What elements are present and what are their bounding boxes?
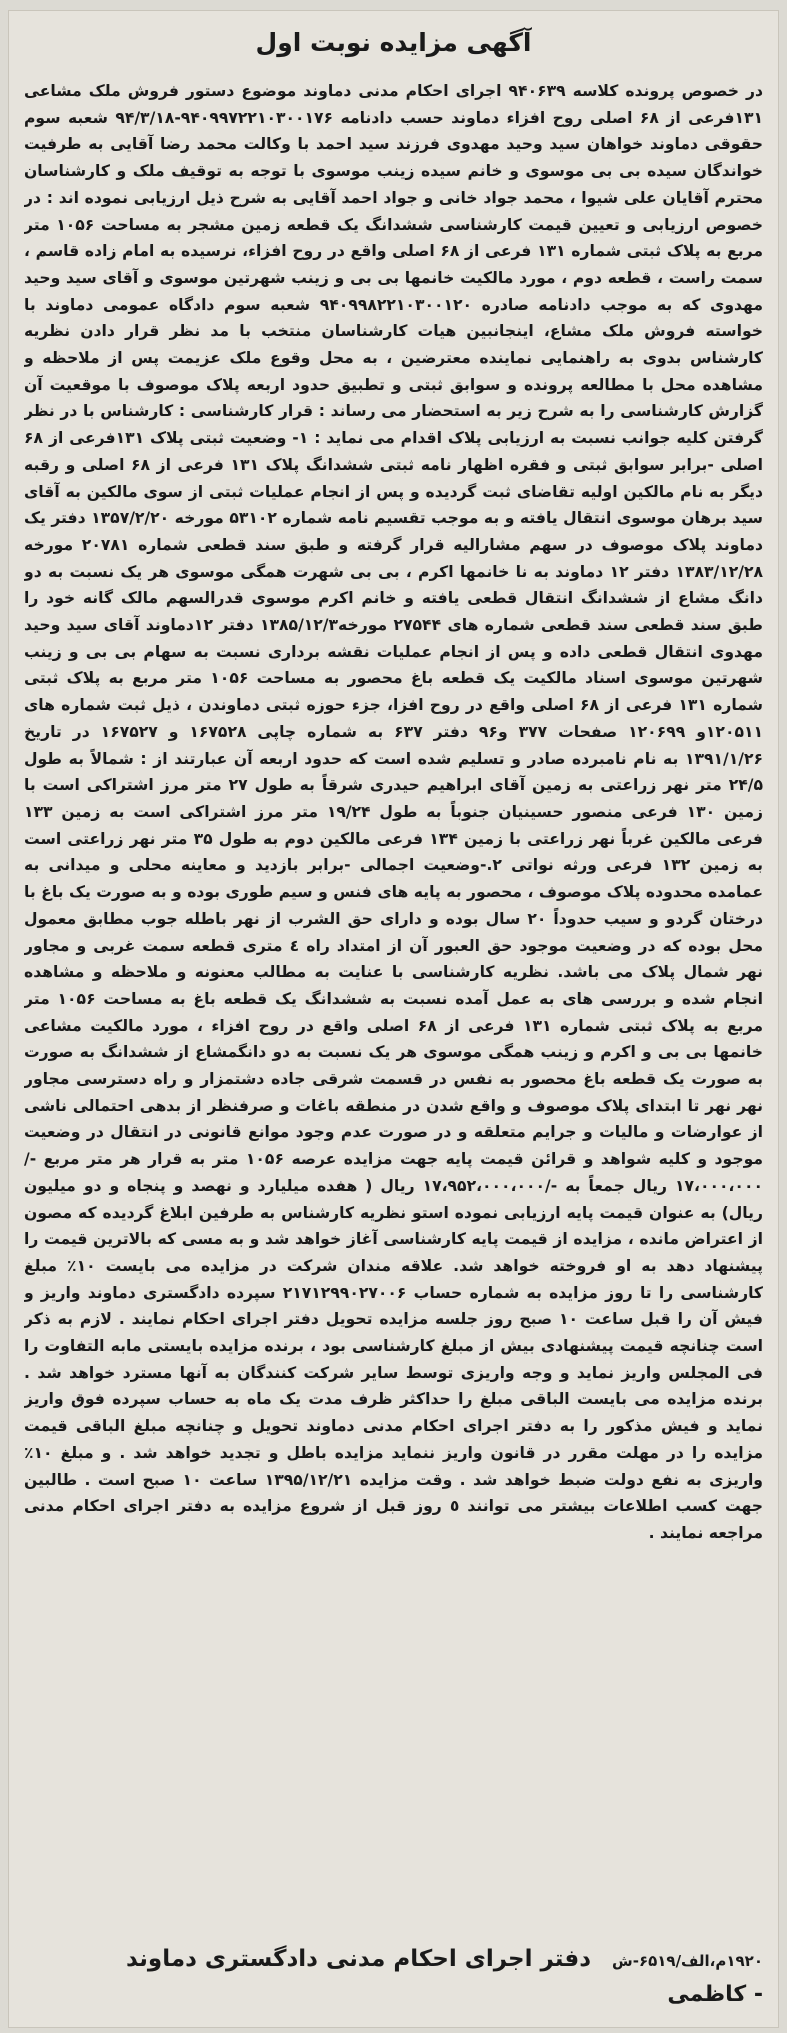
newspaper-clipping [8,10,779,2028]
notice-body-text: در خصوص پرونده کلاسه ۹۴۰۶۳۹ اجرای احکام مدنی دماوند موضوع دستور فروش ملک مشاعی ۱۳۱فرعی از ۶۸ اصلی روح افزاء دماوند حسب دادنامه ۹۴۰۹۹۷۲۲۱۰۳۰۰۱۷۶-۹۴/۳/۱۸ شعبه سوم حقوقی دماوند خواهان سید وحید مهدوی فرزند سید احمد با وکالت محمد رضا آقایی به طرفیت خواندگان سیده بی بی موسوی و خانم سیده زینب موسوی با توجه به توقیف ملک و کارشناسان محترم آقایان علی شیوا ، محمد جواد خانی و جواد احمد آقایی به شرح ذیل ارزیابی نموده اند : در خصوص ارزیابی و تعیین قیمت کارشناسی ششدانگ یک قطعه زمین مشجر به مساحت ۱۰۵۶ متر مربع به پلاک ثبتی شماره ۱۳۱ فرعی از ۶۸ اصلی واقع در روح افزاء، نرسیده به امام زاده قاسم ، سمت راست ، قطعه دوم ، مورد مالکیت خانمها بی بی و زینب شهرتین موسوی و آقای سید وحید مهدوی که به موجب دادنامه صادره ۹۴۰۹۹۸۲۲۱۰۳۰۰۱۲۰ شعبه سوم دادگاه عمومی دماوند با خواسته فروش ملک مشاع، اینجانبین هیات کارشناسان منتخب با مد نظر قرار دادن نظریه کارشناس بدوی به راهنمایی نماینده معترضین ، به محل وقوع ملک عزیمت پس از ملاحظه و مشاهده محل با مطالعه پرونده و سوابق ثبتی و تطبیق حدود اربعه پلاک موصوف با موقعیت آن گزارش کارشناسی را به شرح زیر به استحضار می رساند : قرار کارشناسی : کارشناس با در نظر گرفتن کلیه جوانب نسبت به ارزیابی پلاک اقدام می نماید : ۱- وضعیت ثبتی پلاک ۱۳۱فرعی از ۶۸ اصلی -برابر سوابق ثبتی و فقره اظهار نامه ثبتی ششدانگ پلاک ۱۳۱ فرعی از ۶۸ اصلی و رقبه دیگر به نام مالکین اولیه تقاضای ثبت گردیده و پس از انجام عملیات ثبتی از سوی مالکین به آقای سید برهان موسوی انتقال یافته و به موجب تقسیم نامه شماره ۵۳۱۰۲ مورخه ۱۳۵۷/۲/۲۰ دفتر یک دماوند پلاک موصوف در سهم مشارالیه قرار گرفته و طبق سند قطعی شماره ۲۰۷۸۱ مورخه ۱۳۸۳/۱۲/۲۸ دفتر ۱۲ دماوند به نا خانمها اکرم ، بی بی شهرت همگی موسوی هر یک نسبت به دو دانگ مشاع از ششدانگ انتقال قطعی یافته و خانم اکرم موسوی قدرالسهم مالک گانه خود را طبق سند قطعی سند قطعی شماره های ۲۷۵۴۴ مورخه۱۳۸۵/۱۲/۳ دفتر ۱۲دماوند آقای سید وحید مهدوی انتقال قطعی داده و پس از انجام عملیات نقشه برداری نسبت به سهام بی بی و زینب شهرتین موسوی اسناد مالکیت یک قطعه باغ محصور به مساحت ۱۰۵۶ متر مربع به پلاک ثبتی شماره ۱۳۱ فرعی از ۶۸ اصلی واقع در روح افزا، جزء حوزه ثبتی دماوندن ، ذیل ثبت شماره های ۱۲۰۵۱۱و ۱۲۰۶۹۹ صفحات ۳۷۷ و۹۶ دفتر ۶۳۷ به شماره چاپی ۱۶۷۵۲۸ و ۱۶۷۵۲۷ در تاریخ ۱۳۹۱/۱/۲۶ به نام نامبرده صادر و تسلیم شده است که حدود اربعه آن عبارتند از : شمالاً به طول ۲۴/۵ متر نهر زراعتی به زمین آقای ابراهیم حیدری شرقاً به طول ۲۷ متر مرز اشتراکی است با زمین ۱۳۰ فرعی منصور حسینیان جنوباً به طول ۱۹/۲۴ متر مرز اشتراکی است به زمین ۱۳۳ فرعی مالکین غرباً نهر زراعتی با زمین ۱۳۴ فرعی مالکین دوم به طول ۳۵ متر نهر زراعتی است به زمین ۱۳۲ فرعی ورثه نواتی ۲.-وضعیت اجمالی -برابر بازدید و معاینه محلی و میدانی به عمامده محدوده پلاک موصوف ، محصور به پایه های فنس و سیم طوری بوده و به صورت یک باغ با درختان گردو و سیب حدوداً ۲۰ سال بوده و دارای حق الشرب از نهر باطله جوب مطابق معمول محل بوده که در وضعیت موجود حق العبور آن از امتداد راه ٤ متری قطعه سمت غربی و مجاور نهر شمال پلاک می باشد. نظریه کارشناسی با عنایت به مطالب معنونه و ملاحظه و مشاهده انجام شده و بررسی های به عمل آمده نسبت به ششدانگ یک قطعه باغ به مساحت ۱۰۵۶ متر مربع به پلاک ثبتی شماره ۱۳۱ فرعی از ۶۸ اصلی واقع در روح افزاء ، مورد مالکیت مشاعی خانمها بی بی و اکرم و زینب همگی موسوی هر یک نسبت به دو دانگمشاع از ششدانگ به صورت به صورت یک قطعه باغ محصور به نفس در قسمت شرقی جاده دشتمزار و راه دسترسی مجاور نهر نهر تا ابتدای پلاک موصوف و واقع شدن در منطقه باغات و صرفنظر از بدهی احتمالی ناشی از عوارضات و مالیات و جرایم متعلقه و در صورت عدم وجود موانع قانونی در انتقال در وضعیت موجود و کلیه شواهد و قرائن قیمت پایه جهت مزایده عرصه ۱۰۵۶ متر به قرار هر متر مربع -/۱۷،۰۰۰،۰۰۰ ریال جمعاً به -/۱۷،۹۵۲،۰۰۰،۰۰۰ ریال ( هفده میلیارد و نهصد و پنجاه و دو میلیون ریال) به عنوان قیمت پایه ارزیابی نموده استو نظریه کارشناس به طرفین ابلاغ گردیده که مصون از اعتراض مانده ، مزایده از قیمت پایه کارشناسی آغاز خواهد شد و به مسی که بالاترین قیمت را پیشنهاد دهد به او فروخته خواهد شد. علاقه مندان شرکت در مزایده می بایست ۱۰٪ مبلغ کارشناسی را تا روز مزایده به شماره حساب ۲۱۷۱۲۹۹۰۲۷۰۰۶ سپرده دادگستری دماوند واریز و فیش آن را قبل ساعت ۱۰ صبح روز جلسه مزایده تحویل دفتر اجرای احکام نمایند . لازم به ذکر است چنانچه قیمت پیشنهادی بیش از مبلغ کارشناسی بود ، برنده مزایده بایستی مابه التفاوت را فی المجلس واریز نماید و وجه واریزی توسط سایر شرکت کنندگان به آنها مسترد خواهد شد . برنده مزایده می بایست الباقی مبلغ را حداکثر ظرف مدت یک ماه به حساب سپرده فوق واریز نماید و فیش مذکور را به دفتر اجرای احکام مدنی دماوند تحویل و چنانچه مبلغ الباقی قیمت مزایده را در مهلت مقرر در قانون واریز ننماید مزایده باطل و تجدید خواهد شد . و مبلغ ۱۰٪ واریزی به نفع دولت ضبط خواهد شد . وقت مزایده ۱۳۹۵/۱۲/۲۱ ساعت ۱۰ صبح است . طالبین جهت کسب اطلاعات بیشتر می توانند ٥ روز قبل از شروع مزایده به دفتر اجرای احکام مدنی مراجعه نمایند . [24,82,763,1542]
notice-code: ۱۹۲۰م،الف/۶۵۱۹-ش [612,1952,763,1970]
notice-body [24,78,763,1940]
notice-title: آگهی مزایده نوبت اول [255,28,532,57]
issuing-office: دفتر اجرای احکام مدنی دادگستری دماوند [126,1946,592,1972]
footer-line [24,1942,763,1978]
notice-footer [24,1942,763,2012]
signature: - کاظمی [667,1982,763,2007]
